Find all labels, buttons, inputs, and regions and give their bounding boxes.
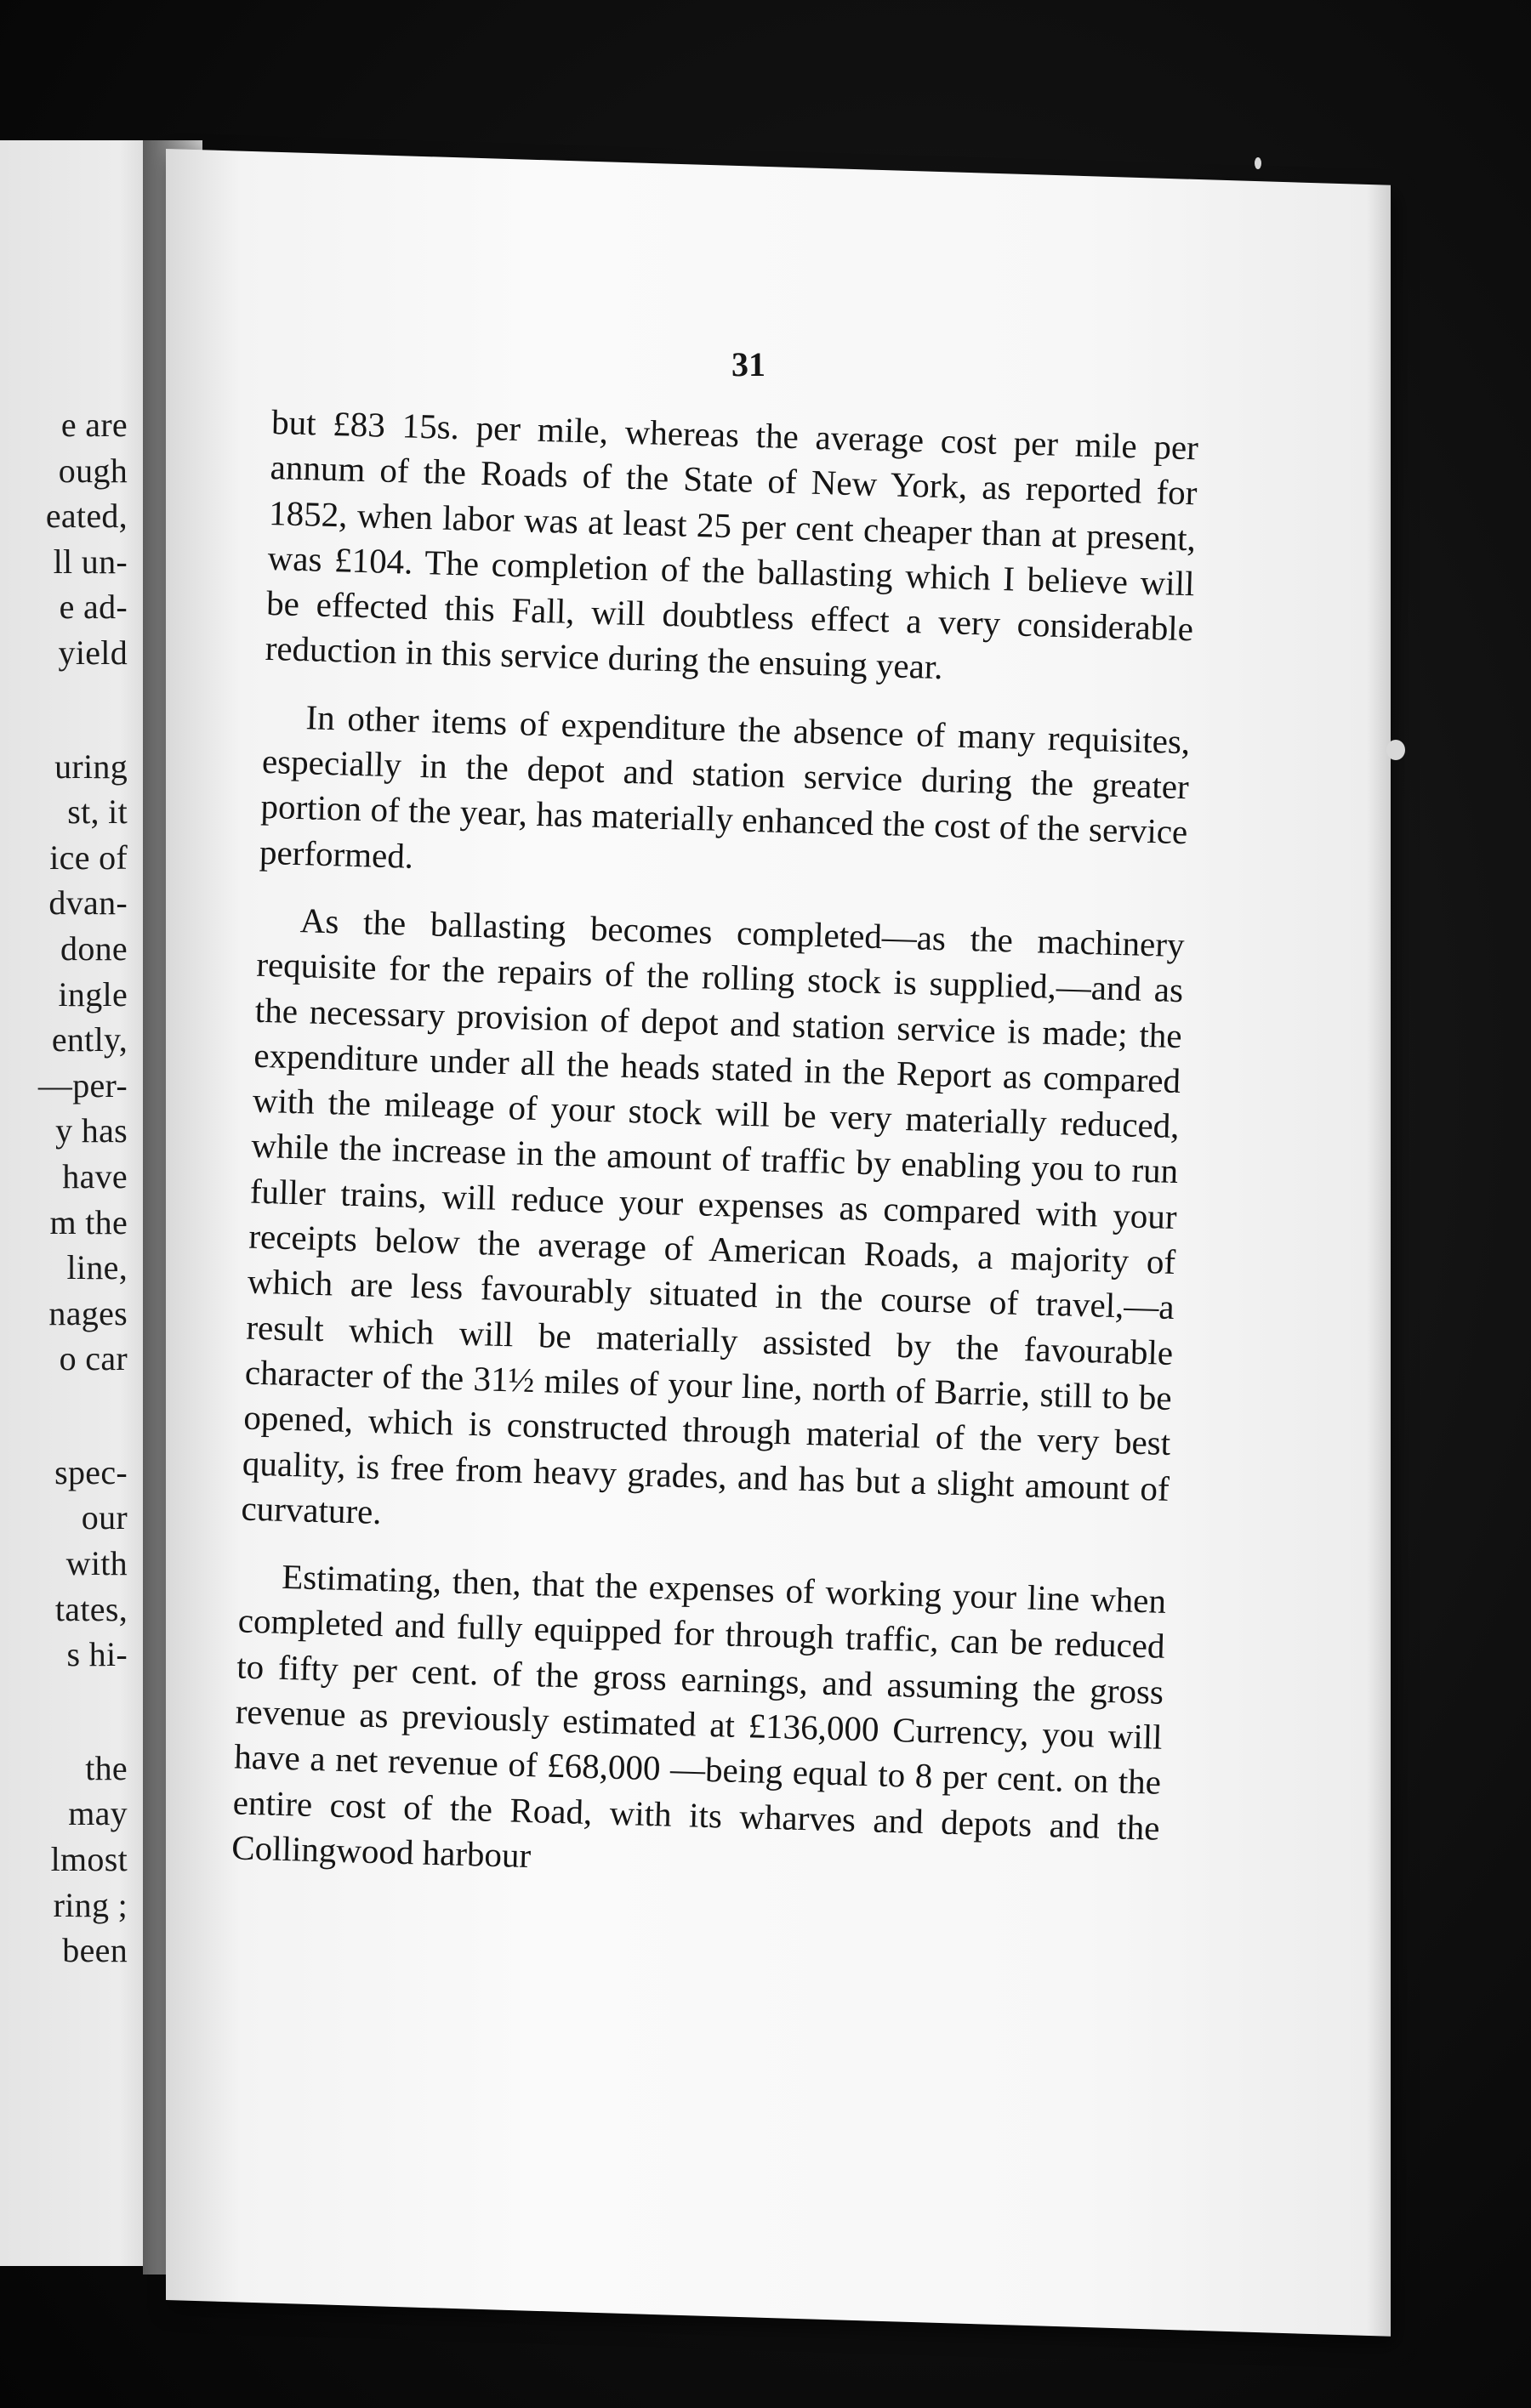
page-body [231,400,1199,1918]
left-page-line: eated, [45,497,128,536]
dust-speck [1386,740,1405,760]
left-page-line: y has [55,1111,128,1150]
left-page-line: nages [48,1293,128,1332]
left-page-line: —per- [37,1065,128,1105]
paragraph-1: but £83 15s. per mile, whereas the average cost per mile per annum of the Roads of the State of New York, as reported for 1852, when labor was at least 25 per cent cheaper than at present, was £104. The completion of the ballasting which I believe will be effected this Fall, will doubtless effect a very considerable reduction in this service during the ensuing year. [265,401,1199,687]
left-page-line: dvan- [48,883,128,923]
left-page-line: our [81,1498,128,1537]
left-page-line: ough [58,451,128,490]
left-page-line: spec- [54,1452,128,1491]
left-page-line: may [68,1794,128,1833]
left-page-line: have [62,1156,128,1195]
left-page-gap [0,1382,128,1450]
left-page-line: ring ; [53,1885,128,1924]
page-edge-shadow [1367,185,1391,2337]
left-page-line: st, it [67,792,128,832]
left-page-line: tates, [54,1589,128,1628]
left-page-line: line, [66,1248,128,1287]
left-page-line: yield [58,633,128,672]
left-page-line: ingle [58,974,128,1014]
left-page-line: e are [60,406,128,444]
left-page-line: been [62,1931,128,1970]
left-page-text [0,402,128,1974]
left-page-line: lmost [50,1840,128,1879]
paragraph-4: Estimating, then, that the expenses of working your line when completed and fully equipped for through traffic, can be reduced to fifty per cent. of the gross earnings, and assuming the gross revenue as previously estimated at £136,000 Currency, you will have a net revenue of £68,000 —being equal to 8 per cent. on the entire cost of the Road, with its wharves and depots and the Collingwood harbour [231,1556,1167,1876]
left-page-line: done [60,929,128,968]
left-page-line: s hi- [66,1635,128,1674]
left-page-line: uring [54,747,128,786]
left-page-line: the [85,1748,128,1787]
paragraph-3: As the ballasting becomes completed—as the machinery requisite for the repairs of the rolling stock is supplied,—and as the necessary provision of depot and station service is made; the expenditure under all the heads stated in the Report as compared with the mileage of your stock will be very materially reduced, while the increase in the amount of traffic by enabling you to run fuller trains, will reduce your expenses as compared with your receipts below the average of American Roads, a majority of which are less favourably situated in the course of travel,—a result which will be materially assisted by the favourable character of the 31½ miles of your line, north of Barrie, still to be opened, which is constructed through material of the very best quality, is free from heavy grades, and has but a slight amount of curvature. [240,900,1186,1531]
dust-speck [1255,157,1261,169]
left-page-line: e ad- [59,588,128,627]
left-page-line: with [65,1544,128,1583]
left-page-line: ently, [51,1020,128,1059]
left-page-gap [0,1678,128,1746]
left-page-line: m the [49,1202,128,1241]
left-page-line: o car [59,1339,128,1378]
paragraph-2: In other items of expenditure the absence of many requisites, especially in the depot and station service during the greater portion of the year, has materially enhanced the cost of the service performed. [259,697,1191,876]
page-number: 31 [731,345,766,383]
left-page-gap [0,676,128,744]
left-page-line: ll un- [53,542,128,581]
left-page-line: ice of [49,838,128,877]
